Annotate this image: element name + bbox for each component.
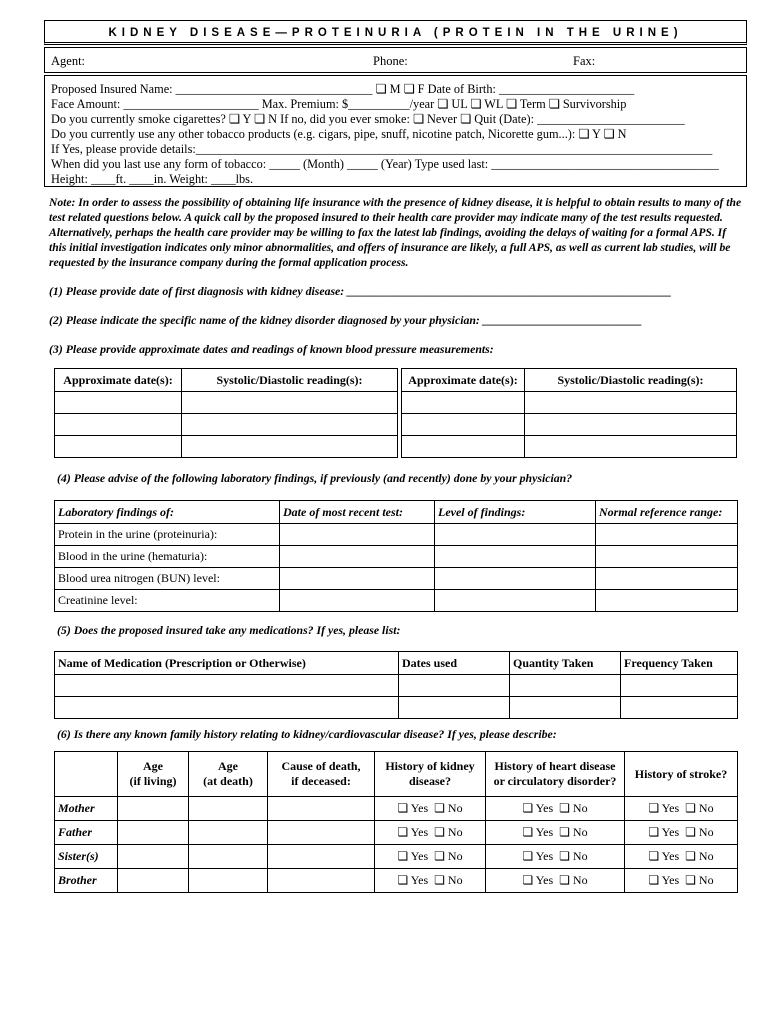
yes-checkbox[interactable]: ❏ Yes [522, 825, 554, 839]
yes-checkbox[interactable]: ❏ Yes [522, 873, 554, 887]
info-line-height-weight: Height: ____ft. ____in. Weight: ____lbs. [51, 172, 254, 186]
family-cell[interactable] [268, 869, 375, 893]
yes-checkbox[interactable]: ❏ Yes [648, 801, 680, 815]
bp-cell[interactable] [402, 392, 525, 414]
bp-table-left [54, 368, 398, 458]
family-cell[interactable] [189, 821, 268, 845]
family-cell[interactable] [118, 797, 189, 821]
family-header-cause: Cause of death, if deceased: [268, 752, 375, 797]
lab-header-date: Date of most recent test: [280, 501, 435, 524]
question-2: (2) Please indicate the specific name of the kidney disorder diagnosed by your physician: ___________________________ [49, 313, 643, 327]
lab-cell[interactable] [435, 524, 596, 546]
yes-no-cell [486, 821, 625, 845]
lab-row-label: Creatinine level: [55, 590, 280, 612]
no-checkbox[interactable]: ❏ No [559, 849, 588, 863]
family-cell[interactable] [189, 869, 268, 893]
lab-cell[interactable] [280, 568, 435, 590]
bp-cell[interactable] [525, 392, 737, 414]
yes-no-cell [625, 821, 738, 845]
family-header-blank [55, 752, 118, 797]
bp-cell[interactable] [182, 414, 398, 436]
family-cell[interactable] [118, 845, 189, 869]
phone-label: Phone: [373, 54, 408, 68]
family-row-label: Brother [55, 869, 118, 893]
no-checkbox[interactable]: ❏ No [685, 849, 714, 863]
yes-no-cell [625, 845, 738, 869]
agent-row [44, 47, 747, 73]
yes-no-cell [375, 797, 486, 821]
lab-cell[interactable] [435, 568, 596, 590]
family-header-stroke: History of stroke? [625, 752, 738, 797]
info-line-face-amount: Face Amount: ______________________ Max. Premium: $__________/year ❏ UL ❏ WL ❏ Term ❏ Survivorship [51, 97, 627, 111]
lab-header-level: Level of findings: [435, 501, 596, 524]
family-row-label: Father [55, 821, 118, 845]
yes-checkbox[interactable]: ❏ Yes [522, 801, 554, 815]
family-cell[interactable] [268, 845, 375, 869]
family-row [55, 845, 738, 869]
no-checkbox[interactable]: ❏ No [559, 825, 588, 839]
family-history-table [54, 751, 738, 893]
family-row [55, 797, 738, 821]
med-header-name: Name of Medication (Prescription or Otherwise) [55, 652, 399, 675]
yes-no-cell [375, 845, 486, 869]
agent-label: Agent: [51, 54, 86, 68]
lab-cell[interactable] [596, 524, 738, 546]
lab-row-label: Protein in the urine (proteinuria): [55, 524, 280, 546]
family-cell[interactable] [189, 845, 268, 869]
med-cell[interactable] [55, 697, 399, 719]
lab-table [54, 500, 738, 612]
yes-no-cell [486, 845, 625, 869]
family-row-label: Sister(s) [55, 845, 118, 869]
family-header-heart: History of heart disease or circulatory disorder? [486, 752, 625, 797]
yes-checkbox[interactable]: ❏ Yes [648, 873, 680, 887]
bp-cell[interactable] [525, 414, 737, 436]
question-5: (5) Does the proposed insured take any medications? If yes, please list: [57, 623, 401, 637]
question-1: (1) Please provide date of first diagnosis with kidney disease: _______________________________________________________ [49, 284, 672, 298]
yes-no-cell [486, 869, 625, 893]
no-checkbox[interactable]: ❏ No [685, 801, 714, 815]
family-header-age-living: Age (if living) [118, 752, 189, 797]
info-line-name: Proposed Insured Name: ________________________________ ❏ M ❏ F Date of Birth: ______________________ [51, 82, 635, 96]
family-header-kidney: History of kidney disease? [375, 752, 486, 797]
family-cell[interactable] [118, 869, 189, 893]
no-checkbox[interactable]: ❏ No [559, 873, 588, 887]
info-line-details: If Yes, please provide details:____________________________________________________________________________________ [51, 142, 713, 156]
insured-info-box [44, 75, 747, 187]
lab-cell[interactable] [435, 546, 596, 568]
no-checkbox[interactable]: ❏ No [434, 873, 463, 887]
med-cell[interactable] [399, 675, 510, 697]
yes-checkbox[interactable]: ❏ Yes [397, 873, 429, 887]
lab-row-label: Blood urea nitrogen (BUN) level: [55, 568, 280, 590]
med-cell[interactable] [55, 675, 399, 697]
yes-no-cell [625, 797, 738, 821]
form-title: KIDNEY DISEASE—PROTEINURIA (PROTEIN IN THE URINE) [44, 20, 747, 45]
yes-checkbox[interactable]: ❏ Yes [522, 849, 554, 863]
bp-header-reading: Systolic/Diastolic reading(s): [525, 369, 737, 392]
lab-header-finding: Laboratory findings of: [55, 501, 280, 524]
yes-checkbox[interactable]: ❏ Yes [397, 849, 429, 863]
yes-checkbox[interactable]: ❏ Yes [648, 849, 680, 863]
bp-cell[interactable] [402, 414, 525, 436]
question-3: (3) Please provide approximate dates and readings of known blood pressure measurements: [49, 342, 494, 356]
lab-cell[interactable] [435, 590, 596, 612]
yes-checkbox[interactable]: ❏ Yes [397, 801, 429, 815]
lab-cell[interactable] [596, 568, 738, 590]
med-cell[interactable] [621, 675, 738, 697]
family-header-age-death: Age (at death) [189, 752, 268, 797]
no-checkbox[interactable]: ❏ No [434, 825, 463, 839]
lab-cell[interactable] [596, 546, 738, 568]
bp-header-date: Approximate date(s): [55, 369, 182, 392]
med-cell[interactable] [399, 697, 510, 719]
med-header-frequency: Frequency Taken [621, 652, 738, 675]
lab-cell[interactable] [280, 546, 435, 568]
fax-label: Fax: [573, 54, 596, 68]
question-4: (4) Please advise of the following laboratory findings, if previously (and recently) done by your physician? [57, 471, 573, 485]
note-paragraph: Note: In order to assess the possibility of obtaining life insurance with the presence of kidney disease, it is helpful to obtain results to many of the test related questions below. A quick call by the proposed insured to their health care provider may indicate many of the test results requested. Alternatively, perhaps the health care provider may be willing to fax the latest lab findings, avoiding the delays of waiting for a formal APS. If this initial investigation indicates only minor abnormalities, and offers of insurance are likely, a full APS, as well as current lab studies, will be requested by the insurance company during the formal application process. [49, 196, 742, 269]
no-checkbox[interactable]: ❏ No [434, 849, 463, 863]
med-header-quantity: Quantity Taken [510, 652, 621, 675]
bp-cell[interactable] [525, 436, 737, 458]
med-cell[interactable] [510, 697, 621, 719]
bp-header-reading: Systolic/Diastolic reading(s): [182, 369, 398, 392]
lab-row-label: Blood in the urine (hematuria): [55, 546, 280, 568]
info-line-tobacco: Do you currently use any other tobacco products (e.g. cigars, pipe, snuff, nicotine patch, Nicorette gum...): ❏ Y ❏ N [51, 127, 627, 141]
bp-cell[interactable] [55, 436, 182, 458]
bp-cell[interactable] [402, 436, 525, 458]
info-line-smoke: Do you currently smoke cigarettes? ❏ Y ❏ N If no, did you ever smoke: ❏ Never ❏ Quit (Date): ________________________ [51, 112, 685, 126]
lab-cell[interactable] [596, 590, 738, 612]
med-header-dates: Dates used [399, 652, 510, 675]
lab-cell[interactable] [280, 524, 435, 546]
yes-no-cell [375, 869, 486, 893]
yes-no-cell [486, 797, 625, 821]
no-checkbox[interactable]: ❏ No [559, 801, 588, 815]
med-cell[interactable] [510, 675, 621, 697]
bp-cell[interactable] [182, 392, 398, 414]
yes-no-cell [625, 869, 738, 893]
bp-table-right [401, 368, 737, 458]
no-checkbox[interactable]: ❏ No [685, 873, 714, 887]
bp-cell[interactable] [55, 414, 182, 436]
yes-no-cell [375, 821, 486, 845]
info-line-last-use: When did you last use any form of tobacco: _____ (Month) _____ (Year) Type used last: _____________________________________ [51, 157, 719, 171]
question-6: (6) Is there any known family history relating to kidney/cardiovascular disease? If yes, please describe: [57, 727, 557, 741]
family-row-label: Mother [55, 797, 118, 821]
bp-header-date: Approximate date(s): [402, 369, 525, 392]
family-cell[interactable] [189, 797, 268, 821]
family-row [55, 869, 738, 893]
family-cell[interactable] [268, 821, 375, 845]
bp-cell[interactable] [182, 436, 398, 458]
yes-checkbox[interactable]: ❏ Yes [397, 825, 429, 839]
family-cell[interactable] [268, 797, 375, 821]
no-checkbox[interactable]: ❏ No [685, 825, 714, 839]
family-cell[interactable] [118, 821, 189, 845]
no-checkbox[interactable]: ❏ No [434, 801, 463, 815]
med-cell[interactable] [621, 697, 738, 719]
medication-table [54, 651, 738, 719]
family-row [55, 821, 738, 845]
lab-header-range: Normal reference range: [596, 501, 738, 524]
bp-cell[interactable] [55, 392, 182, 414]
yes-checkbox[interactable]: ❏ Yes [648, 825, 680, 839]
lab-cell[interactable] [280, 590, 435, 612]
